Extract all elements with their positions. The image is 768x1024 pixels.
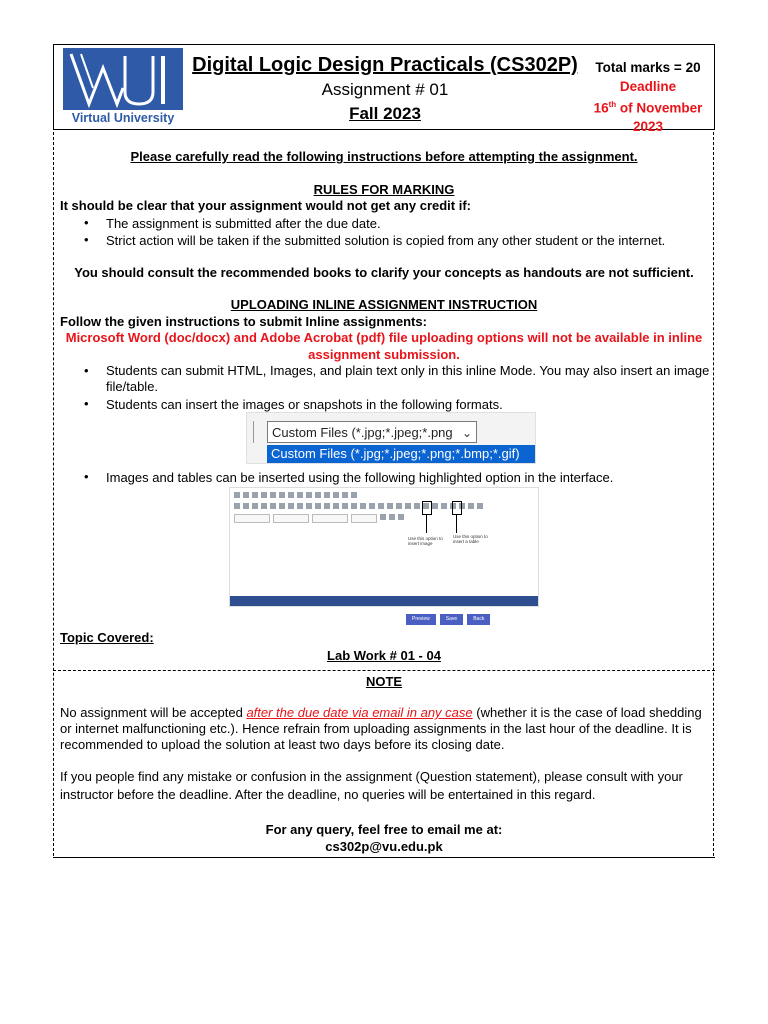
note-divider (53, 670, 715, 671)
arrow-up-icon (456, 515, 457, 533)
editor-toolbar-row-3 (234, 514, 404, 522)
editor-status-bar (230, 596, 538, 606)
uploading-heading: UPLOADING INLINE ASSIGNMENT INSTRUCTION (230, 297, 538, 312)
body-left-border (53, 132, 54, 856)
rules-heading: RULES FOR MARKING (313, 182, 455, 197)
upload-bullet-2 (84, 396, 89, 411)
note-paragraph-2-line1: If you people find any mistake or confusion in the assignment (Question statement), please consult with your (60, 769, 683, 784)
course-title: Digital Logic Design Practicals (CS302P) (192, 54, 578, 76)
body-right-border (713, 132, 714, 856)
deadline-label: Deadline (619, 79, 677, 94)
deadline-year: 2023 (632, 118, 664, 134)
consult-text: You should consult the recommended books to clarify your concepts as handouts are not sufficient. (74, 265, 694, 280)
semester: Fall 2023 (349, 104, 421, 123)
insert-image-note: Use this option to insert image (408, 536, 443, 546)
note-paragraph-2-line2: instructor before the deadline. After the deadline, no queries will be entertained in this regard. (60, 787, 596, 802)
screenshot-divider (249, 421, 254, 443)
upload-item-2: Students can insert the images or snapshots in the following formats. (106, 397, 503, 412)
save-button[interactable]: Save (440, 614, 463, 625)
deadline-date: 16th of November (593, 100, 703, 116)
note-paragraph-1-line3: recommended to upload the solution at least two days before its closing date. (60, 737, 505, 752)
rules-item-2: Strict action will be taken if the submitted solution is copied from any other student or the internet. (106, 233, 666, 248)
preview-button[interactable]: Preview (406, 614, 436, 625)
email-policy-text: after the due date via email in any case (246, 705, 473, 720)
upload-bullet-3 (84, 469, 89, 484)
upload-item-3: Images and tables can be inserted using the following highlighted option in the interface. (106, 470, 614, 485)
uploading-warning-2: assignment submission. (308, 347, 460, 362)
insert-image-highlight (422, 501, 432, 515)
note-heading: NOTE (365, 674, 403, 689)
uploading-warning-1: Microsoft Word (doc/docx) and Adobe Acrobat (pdf) file uploading options will not be available in inline (65, 330, 703, 345)
upload-item-1-line2: file/table. (106, 379, 159, 394)
editor-screenshot (229, 487, 539, 607)
rules-bullet-1 (84, 215, 89, 230)
vu-logo (63, 48, 183, 128)
note-paragraph-1-line1: No assignment will be accepted after the due date via email in any case (whether it is the case of load shedding (60, 705, 702, 720)
upload-bullet-1 (84, 363, 89, 378)
vu-logo-mark (63, 48, 183, 110)
uploading-intro: Follow the given instructions to submit Inline assignments: (60, 314, 427, 329)
editor-toolbar-row-2 (234, 503, 483, 511)
topic-label: Topic Covered: (60, 630, 154, 645)
note-paragraph-1-line2: or internet malfunctioning etc.). Hence refrain from uploading assignments in the last hour of the deadline. It is (60, 721, 692, 736)
topic-value: Lab Work # 01 - 04 (327, 648, 441, 663)
insert-table-note: Use this option to insert a table (453, 534, 488, 544)
editor-buttons (406, 614, 490, 625)
insert-table-highlight (452, 501, 462, 515)
query-text: For any query, feel free to email me at: (265, 822, 503, 837)
rules-intro: It should be clear that your assignment would not get any credit if: (60, 198, 471, 213)
chevron-down-icon: ⌄ (461, 426, 472, 440)
file-filter-screenshot (246, 412, 536, 464)
file-type-select: Custom Files (*.jpg;*.jpeg;*.png ⌄ (267, 421, 477, 443)
file-type-option: Custom Files (*.jpg;*.jpeg;*.png;*.bmp;*.gif) (267, 445, 535, 463)
rules-item-1: The assignment is submitted after the due date. (106, 216, 381, 231)
upload-item-1-line1: Students can submit HTML, Images, and plain text only in this inline Mode. You may also insert an image (106, 363, 710, 378)
back-button[interactable]: Back (467, 614, 490, 625)
deadline (585, 78, 711, 136)
vu-logo-text: Virtual University (71, 111, 175, 125)
total-marks: Total marks = 20 (595, 60, 701, 75)
editor-toolbar-row-1 (234, 492, 357, 500)
contact-email[interactable]: cs302p@vu.edu.pk (325, 839, 443, 854)
arrow-up-icon (426, 515, 427, 533)
assignment-number: Assignment # 01 (321, 80, 449, 99)
instructions-heading: Please carefully read the following instructions before attempting the assignment. (130, 149, 638, 164)
rules-bullet-2 (84, 232, 89, 247)
